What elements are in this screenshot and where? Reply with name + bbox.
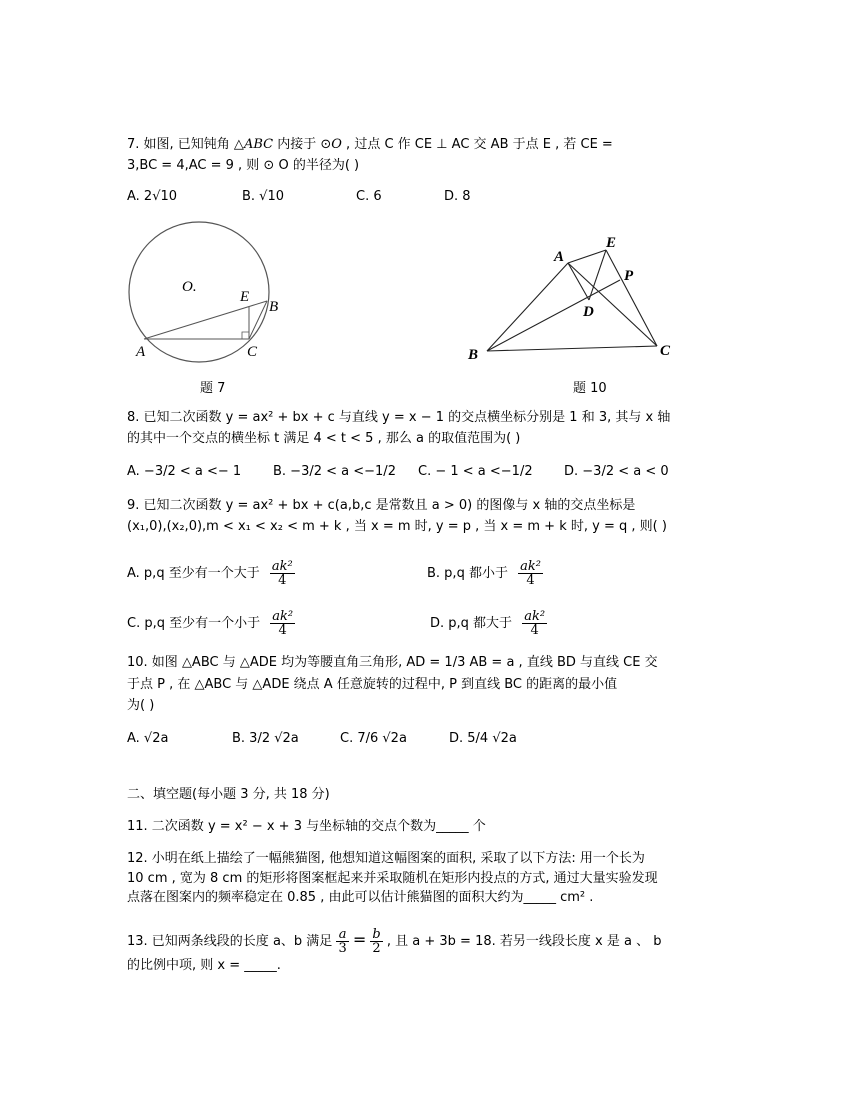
q10-option-c: C. 7/6 √2a bbox=[340, 731, 407, 746]
q9-option-d-fraction bbox=[522, 610, 547, 637]
fig10-label-d: D bbox=[583, 304, 594, 320]
q13-equals: = bbox=[352, 930, 367, 949]
q13-line1-a: 13. 已知两条线段的长度 a、b 满足 bbox=[127, 934, 333, 949]
q9-option-b-fraction bbox=[518, 560, 543, 587]
q7-abc: ABC bbox=[243, 137, 274, 152]
fig10-label-p: P bbox=[624, 268, 634, 284]
q7-line-2: 3,BC = 4,AC = 9 , 则 ⊙ O 的半径为( ) bbox=[127, 158, 360, 173]
fig10-line-ec bbox=[606, 250, 657, 346]
fig7-caption: 题 7 bbox=[200, 381, 226, 396]
q10-line-2: 于点 P , 在 △ABC 与 △ADE 绕点 A 任意旋转的过程中, P 到直线 BC 的距离的最小值 bbox=[127, 677, 618, 692]
fig10-line-ba bbox=[487, 263, 568, 351]
fig10-line-ae bbox=[568, 250, 606, 263]
fig10-line-ad bbox=[568, 263, 589, 300]
frac-denominator: 4 bbox=[278, 623, 287, 638]
frac-denominator: 4 bbox=[278, 573, 287, 588]
q8-option-b: B. −3/2 < a <−1/2 bbox=[273, 464, 396, 479]
q13-line1-b: , 且 a + 3b = 18. 若另一线段长度 x 是 a 、 b bbox=[386, 934, 662, 949]
q13-fraction-b-over-2 bbox=[370, 928, 382, 955]
q7-line-1 bbox=[127, 136, 613, 154]
frac-numerator: ak² bbox=[524, 609, 546, 624]
q9-option-a-text: A. p,q 至少有一个大于 bbox=[127, 566, 260, 581]
q8-line-1: 8. 已知二次函数 y = ax² + bx + c 与直线 y = x − 1 的交点横坐标分别是 1 和 3, 其与 x 轴 bbox=[127, 410, 671, 425]
q9-line-1: 9. 已知二次函数 y = ax² + bx + c(a,b,c 是常数且 a > 0) 的图像与 x 轴的交点坐标是 bbox=[127, 498, 636, 513]
q10-line-1: 10. 如图 △ABC 与 △ADE 均为等腰直角三角形, AD = 1/3 AB = a , 直线 BD 与直线 CE 交 bbox=[127, 655, 658, 670]
q8-line-2: 的其中一个交点的横坐标 t 满足 4 < t < 5 , 那么 a 的取值范围为( ) bbox=[127, 431, 521, 446]
q12-line-2: 10 cm , 宽为 8 cm 的矩形将图案框起来并采取随机在矩形内投点的方式, 通过大量实验发现 bbox=[127, 871, 658, 886]
section-2-heading: 二、填空题(每小题 3 分, 共 18 分) bbox=[127, 787, 330, 802]
q9-option-c bbox=[127, 610, 295, 637]
frac-numerator: b bbox=[372, 927, 381, 942]
fig10-line-bp bbox=[487, 280, 620, 351]
fig7-label-o: O. bbox=[182, 279, 197, 295]
q7-option-b: B. √10 bbox=[242, 189, 285, 204]
frac-numerator: ak² bbox=[271, 559, 293, 574]
fig10-label-c: C bbox=[660, 343, 671, 359]
q7-option-d: D. 8 bbox=[444, 189, 471, 204]
q10-line-3: 为( ) bbox=[127, 698, 155, 713]
q10-option-b: B. 3/2 √2a bbox=[232, 731, 299, 746]
q9-option-a-fraction bbox=[270, 560, 295, 587]
q7-line1-rest: , 过点 C 作 CE ⊥ AC 交 AB 于点 E , 若 CE = bbox=[341, 137, 613, 152]
q9-option-c-fraction bbox=[270, 610, 295, 637]
q13-line-2: 的比例中项, 则 x = _____. bbox=[127, 958, 281, 973]
fig10-label-b: B bbox=[468, 347, 479, 363]
q13-line-1 bbox=[127, 923, 661, 959]
fig10-line-bc bbox=[487, 346, 657, 351]
fig10-label-a: A bbox=[554, 249, 565, 265]
fig7-label-b: B bbox=[269, 299, 279, 315]
q12-line-3: 点落在图案内的频率稳定在 0.85 , 由此可以估计熊猫图的面积大约为_____ cm² . bbox=[127, 890, 594, 905]
q9-option-d bbox=[430, 610, 547, 637]
q9-option-d-text: D. p,q 都大于 bbox=[430, 616, 513, 631]
fig7-label-a: A bbox=[136, 344, 146, 360]
fig7-line-cb bbox=[249, 301, 267, 339]
frac-numerator: ak² bbox=[272, 609, 294, 624]
frac-denominator: 4 bbox=[526, 573, 535, 588]
q10-option-a: A. √2a bbox=[127, 731, 169, 746]
frac-numerator: a bbox=[336, 928, 348, 942]
q7-line1-prefix: 7. 如图, 已知钝角 △ bbox=[127, 137, 244, 152]
frac-denominator: 4 bbox=[530, 623, 539, 638]
frac-denominator: 2 bbox=[372, 941, 381, 956]
frac-denominator: 3 bbox=[338, 941, 347, 956]
fig10-caption: 题 10 bbox=[573, 381, 607, 396]
q12-line-1: 12. 小明在纸上描绘了一幅熊猫图, 他想知道这幅图案的面积, 采取了以下方法: 用一个长为 bbox=[127, 851, 645, 866]
q10-option-d: D. 5/4 √2a bbox=[449, 731, 517, 746]
q7-o: O bbox=[331, 137, 342, 152]
figure-7-circle-diagram bbox=[120, 215, 300, 365]
q9-option-b-text: B. p,q 都小于 bbox=[427, 566, 508, 581]
q8-option-c: C. − 1 < a <−1/2 bbox=[418, 464, 533, 479]
q7-option-a: A. 2√10 bbox=[127, 189, 178, 204]
figure-10-triangle-diagram bbox=[460, 228, 690, 368]
fig7-label-e: E bbox=[240, 289, 250, 305]
q11-text: 11. 二次函数 y = x² − x + 3 与坐标轴的交点个数为_____ 个 bbox=[127, 819, 486, 834]
q9-option-c-text: C. p,q 至少有一个小于 bbox=[127, 616, 261, 631]
q8-option-d: D. −3/2 < a < 0 bbox=[564, 464, 669, 479]
fig7-label-c: C bbox=[247, 344, 258, 360]
q13-fraction-a-over-3 bbox=[336, 928, 348, 955]
q9-option-b bbox=[427, 560, 543, 587]
fig7-right-angle-mark bbox=[242, 332, 249, 339]
q9-option-a bbox=[127, 560, 295, 587]
q7-line1-mid: 内接于 ⊙ bbox=[273, 137, 332, 152]
fig10-label-e: E bbox=[606, 235, 617, 251]
q7-option-c: C. 6 bbox=[356, 189, 382, 204]
q9-line-2: (x₁,0),(x₂,0),m < x₁ < x₂ < m + k , 当 x = m 时, y = p , 当 x = m + k 时, y = q , 则( ) bbox=[127, 519, 667, 534]
frac-numerator: ak² bbox=[520, 559, 541, 574]
fig10-line-ac bbox=[568, 263, 657, 346]
q8-option-a: A. −3/2 < a <− 1 bbox=[127, 464, 242, 479]
